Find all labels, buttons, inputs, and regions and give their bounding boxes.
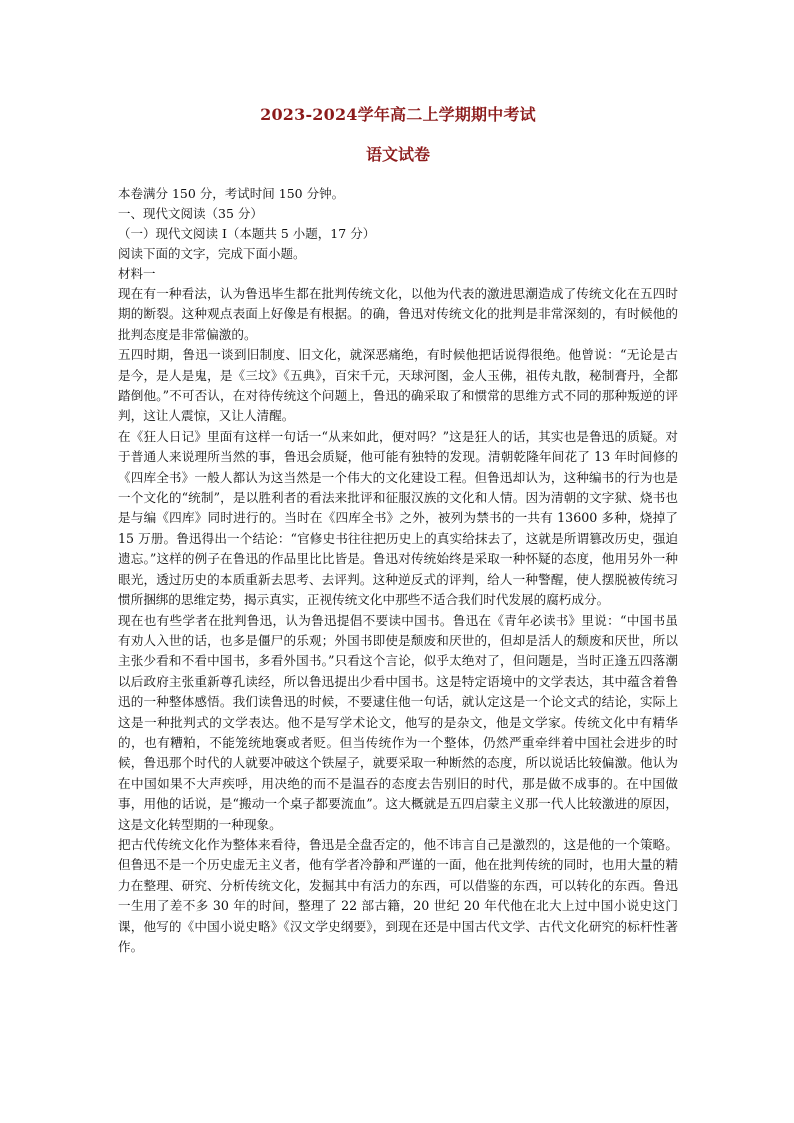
exam-score-time: 本卷满分 150 分，考试时间 150 分钟。 [118, 186, 345, 201]
exam-meta [118, 184, 678, 284]
material-label: 材料一 [118, 266, 156, 281]
page-title: 2023-2024学年高二上学期期中考试 [260, 105, 536, 124]
section-heading: 一、现代文阅读（35 分） [118, 206, 263, 221]
paragraph: 现在也有些学者在批判鲁迅，认为鲁迅提倡不要读中国书。鲁迅在《青年必读书》里说：“中国书虽有劝人入世的话，也多是僵尸的乐观；外国书即使是颓废和厌世的，但却是活人的颓废和厌世，所以主张少看和不看中国书，多看外国书。”只看这个言论，似乎太绝对了，但问题是，当时正逢五四落潮以后政府主张重新尊孔读经，所以鲁迅提出少看中国书。这是特定语境中的文学表达，其中蕴含着鲁迅的一种整体感悟。我们读鲁迅的时候，不要逮住他一句话，就认定这是一个论文式的结论，实际上这是一种批判式的文学表达。他不是写学术论文，他写的是杂文，他是文学家。传统文化中有精华的，也有糟粕，不能笼统地褒或者贬。但当传统作为一个整体，仍然严重牵绊着中国社会进步的时候，鲁迅那个时代的人就要冲破这个铁屋子，就要采取一种断然的态度，所以说话比较偏激。他认为在中国如果不大声疾呼，用决绝的而不是温吞的态度去告别旧的时代，那是做不成事的。在中国做事，用他的话说，是“搬动一个桌子都要流血”。这大概就是五四启蒙主义那一代人比较激进的原因，这是文化转型期的一种现象。 [118, 612, 678, 832]
paragraph: 把古代传统文化作为整体来看待，鲁迅是全盘否定的，他不讳言自己是激烈的，这是他的一个策略。但鲁迅不是一个历史虚无主义者，他有学者冷静和严谨的一面，他在批判传统的同时，也用大量的精力在整理、研究、分析传统文化，发掘其中有活力的东西，可以借鉴的东西，可以转化的东西。鲁迅一生用了差不多 30 年的时间，整理了 22 部古籍，20 世纪 20 年代他在北大上过中国小说史这门课，他写的《中国小说史略》《汉文学史纲要》，到现在还是中国古代文学、古代文化研究的标杆性著作。 [118, 836, 678, 954]
document-content [118, 104, 678, 957]
reading-passage [118, 284, 678, 957]
paragraph: 现在有一种看法，认为鲁迅毕生都在批判传统文化，以他为代表的激进思潮造成了传统文化在五四时期的断裂。这种观点表面上好像是有根据。的确，鲁迅对传统文化的批判是非常深刻的，有时候他的批判态度是非常偏激的。 [118, 286, 678, 342]
subsection-heading: （一）现代文阅读 I（本题共 5 小题，17 分） [118, 226, 376, 241]
paragraph: 在《狂人日记》里面有这样一句话一“从来如此，便对吗？”这是狂人的话，其实也是鲁迅的质疑。对于普通人来说理所当然的事，鲁迅会质疑，他可能有独特的发现。清朝乾隆年间花了 13 年时间修的《四库全书》一般人都认为这当然是一个伟大的文化建设工程。但鲁迅却认为，这种编书的行为也是一个文化的“统制”，是以胜利者的看法来批评和征服汉族的文化和人情。因为清朝的文字狱、烧书也是与编《四库》同时进行的。当时在《四库全书》之外，被列为禁书的一共有 13600 多种，烧掉了 15 万册。鲁迅得出一个结论：“官修史书往往把历史上的真实给抹去了，这就是所谓篡改历史，强迫遗忘。”这样的例子在鲁迅的作品里比比皆是。鲁迅对传统始终是采取一种怀疑的态度，他用另外一种眼光，透过历史的本质重新去思考、去评判。这种逆反式的评判，给人一种警醒，使人摆脱被传统习惯所捆绑的思维定势，揭示真实，正视传统文化中那些不适合我们时代发展的腐朽成分。 [118, 428, 678, 608]
paragraph: 五四时期，鲁迅一谈到旧制度、旧文化，就深恶痛绝，有时候他把话说得很绝。他曾说：“无论是古是今，是人是鬼，是《三坟》《五典》，百宋千元，天球河图，金人玉佛，祖传丸散，秘制膏丹，全都踏倒他。”不可否认，在对待传统这个问题上，鲁迅的确采取了和惯常的思维方式不同的那种叛逆的评判，这让人震惊，又让人清醒。 [118, 347, 678, 424]
instruction-text: 阅读下面的文字，完成下面小题。 [118, 246, 306, 261]
page-subtitle: 语文试卷 [365, 145, 430, 164]
